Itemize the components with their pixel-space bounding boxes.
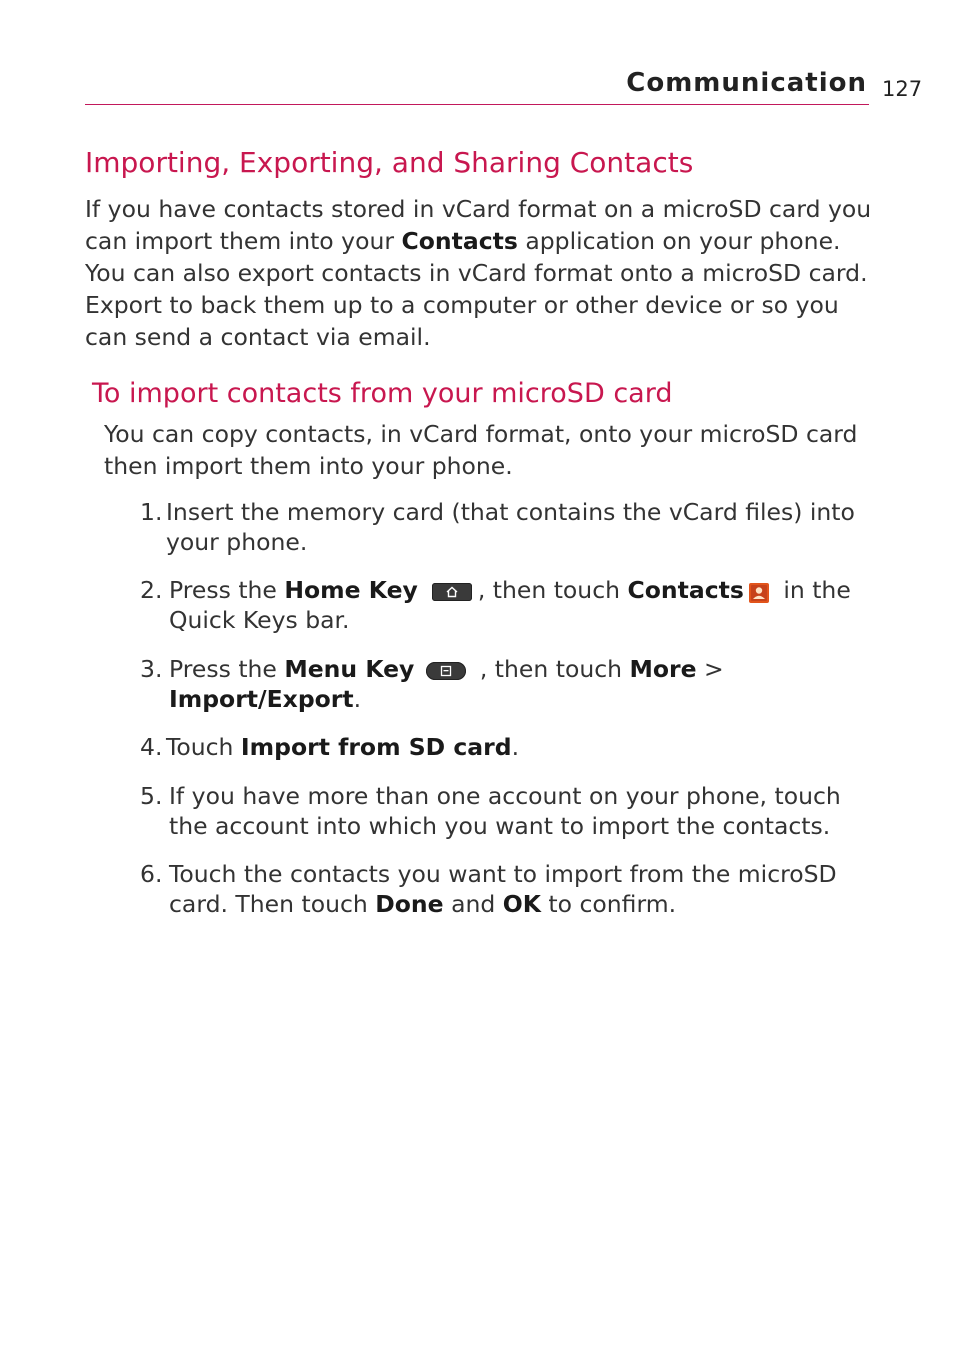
sub-heading: To import contacts from your microSD card [92, 378, 673, 409]
sub-intro-paragraph: You can copy contacts, in vCard format, onto your microSD card then import them into your phone. [104, 420, 858, 480]
intro-contacts-term: Contacts [401, 227, 518, 255]
step-text-part: , then touch [472, 655, 630, 683]
step-2 [140, 575, 880, 635]
section-name: Communication [626, 68, 867, 98]
step-number: 6. [140, 860, 163, 888]
step-text-part: Press the [169, 576, 285, 604]
step-text [140, 654, 880, 714]
step-number: 4. [140, 733, 163, 761]
step-number: 1. [140, 498, 163, 526]
step-text [140, 732, 880, 762]
contacts-term: Contacts [627, 576, 744, 604]
import-sd-term: Import from SD card [240, 733, 512, 761]
step-text [140, 859, 880, 919]
step-1 [140, 497, 880, 557]
step-text-part: . [353, 685, 362, 713]
step-4 [140, 732, 880, 762]
step-text [140, 575, 880, 635]
step-3 [140, 654, 880, 714]
home-key-term: Home Key [284, 576, 418, 604]
step-text-part: Press the [169, 655, 285, 683]
ok-term: OK [502, 890, 541, 918]
menu-key-icon [426, 662, 466, 680]
step-number: 3. [140, 655, 163, 683]
step-text-part: > [696, 655, 724, 683]
step-number: 5. [140, 782, 163, 810]
step-text-part: Touch the contacts you want to import from the microSD card. Then touch [169, 860, 837, 918]
step-number: 2. [140, 576, 163, 604]
main-heading: Importing, Exporting, and Sharing Contacts [85, 146, 694, 179]
step-text-part: in the Quick Keys bar. [169, 576, 851, 634]
menu-key-term: Menu Key [284, 655, 415, 683]
intro-text-1: If you have contacts stored in vCard format on a microSD card you can import them into your [85, 195, 872, 255]
page-number: 127 [882, 77, 923, 101]
done-term: Done [375, 890, 444, 918]
intro-text-2: application on your phone. You can also export contacts in vCard format onto a microSD card. Export to back them up to a computer or other device or so you can send a contact via email. [85, 227, 868, 351]
step-text-part: to confirm. [540, 890, 677, 918]
step-6 [140, 859, 880, 919]
import-export-term: Import/Export [169, 685, 354, 713]
step-text: If you have more than one account on your phone, touch the account into which you want to import the contacts. [169, 782, 841, 840]
step-5 [140, 781, 880, 841]
step-text-part: and [443, 890, 503, 918]
step-text: Insert the memory card (that contains the vCard files) into your phone. [166, 498, 855, 556]
contacts-app-icon [748, 581, 770, 603]
step-text-part: . [511, 733, 520, 761]
page-header [85, 66, 869, 105]
step-text-part: , then touch [477, 576, 628, 604]
intro-paragraph [85, 193, 875, 353]
more-term: More [629, 655, 697, 683]
step-text-part: Touch [166, 733, 241, 761]
home-key-icon [432, 583, 472, 601]
